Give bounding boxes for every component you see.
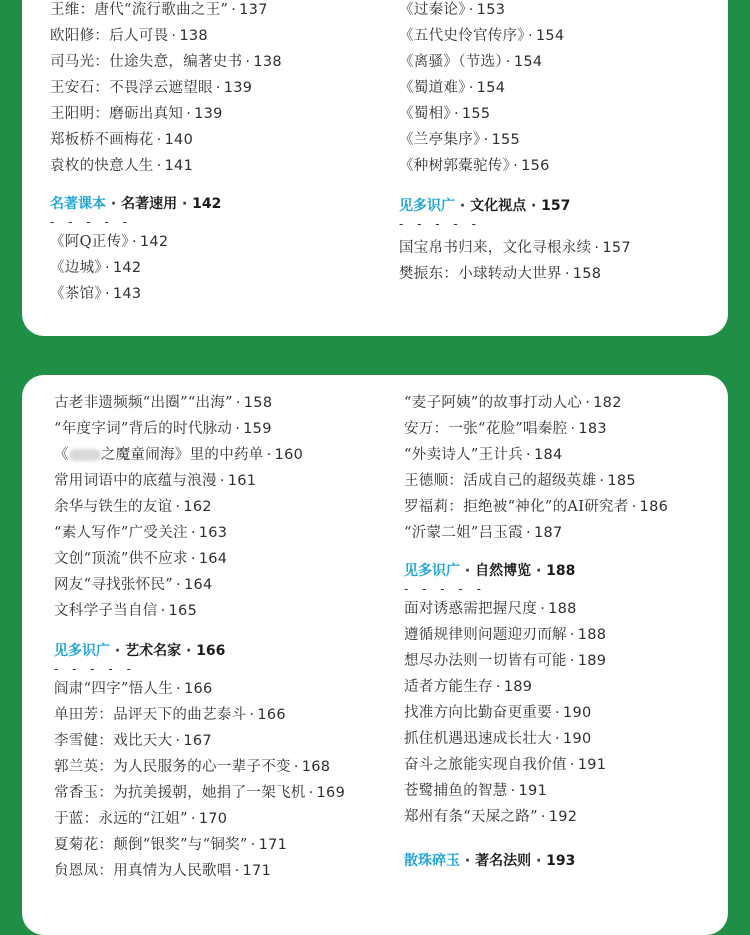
separator: · [495,679,501,695]
entry-title: 《茶馆》 [50,286,102,302]
section-header [54,640,345,662]
entry-title: 苍鹭捕鱼的智慧 [404,783,508,799]
entry-title: 国宝帛书归来，文化寻根永续 [399,240,592,256]
toc-entry [54,520,345,546]
separator: · [245,54,251,70]
redacted-text [69,449,101,461]
entry-title: 王阳明：磨砺出真知 [50,106,184,122]
separator: · [266,447,272,463]
toc-entry [50,153,282,179]
entry-page-number: 139 [223,80,253,96]
section-tag: 名著课本 [50,196,106,212]
entry-title: 王维：唐代“流行歌曲之王” [50,2,229,18]
entry-title: 文创“顶流”供不应求 [54,551,188,567]
entry-page-number: 142 [112,260,142,276]
separator: · [540,809,546,825]
separator: · [464,563,471,579]
entry-page-number: 154 [513,54,543,70]
entry-title: 王德顺：活成自己的超级英雄 [404,473,597,489]
separator: · [185,643,192,659]
entry-page-number: 140 [164,132,194,148]
separator: · [156,132,162,148]
toc-entry [399,153,631,179]
entry-page-number: 189 [503,679,533,695]
separator: · [530,198,537,214]
entry-page-number: 191 [577,757,607,773]
entry-title: 面对诱惑需把握尺度 [404,601,538,617]
separator: · [505,54,511,70]
separator: · [459,198,466,214]
toc-entry [54,494,345,520]
entry-page-number: 167 [183,733,212,749]
entry-page-number: 158 [243,395,273,411]
entry-title: 阎肃“四字”悟人生 [54,681,174,697]
separator: · [250,837,256,853]
entry-title: 夏菊花：颠倒“银奖”与“铜奖” [54,837,248,853]
section-page: 193 [546,853,576,869]
entry-title: 适者方能生存 [404,679,493,695]
entry-title: 于蓝：永远的“江姐” [54,811,188,827]
toc-entry [54,728,345,754]
entry-title: 王安石：不畏浮云遮望眼 [50,80,213,96]
separator: · [104,286,110,302]
entry-title: 古老非遗频频“出圈”“出海” [54,395,233,411]
separator: · [594,240,600,256]
toc-entry [404,804,668,830]
entry-title: 欧阳修：后人可畏 [50,28,169,44]
section-page: 166 [196,643,226,659]
section-title: 名著速用 [121,196,178,212]
entry-title: 《过秦论》 [399,2,466,18]
entry-title: 单田芳：品评天下的曲艺泰斗 [54,707,247,723]
section-tag: 散珠碎玉 [404,853,460,869]
separator: · [234,863,240,879]
toc-entry [54,806,345,832]
separator: · [535,563,542,579]
entry-page-number: 153 [476,2,506,18]
toc-entry [54,390,345,416]
separator: · [104,260,110,276]
toc-entry [399,23,631,49]
toc-entry [50,101,282,127]
entry-page-number: 137 [239,2,268,18]
entry-title: “外卖诗人”王计兵 [404,447,524,463]
toc-card-top [22,0,728,336]
separator: · [181,196,188,212]
toc-entry [404,494,668,520]
toc-column-left [54,390,345,884]
entry-title: 常香玉：为抗美援朝，她捐了一架飞机 [54,785,306,801]
toc-entry [399,127,631,153]
entry-title: 文科学子当自信 [54,603,158,619]
separator: · [540,601,546,617]
separator: · [160,603,166,619]
separator: · [175,499,181,515]
toc-entry [404,778,668,804]
entry-title: 抓住机遇迅速成长壮大 [404,731,552,747]
separator: · [176,577,181,593]
toc-entry [404,468,668,494]
section-header [404,560,668,582]
entry-title: 李雪健：戏比天大 [54,733,173,749]
separator: · [585,395,591,411]
toc-entry [54,858,345,884]
entry-page-number: 170 [198,811,228,827]
toc-column-right [404,390,668,872]
toc-entry [404,390,668,416]
separator: · [483,132,489,148]
entry-page-number: 184 [533,447,563,463]
separator: · [110,196,117,212]
entry-page-number: 187 [533,525,563,541]
section-title: 艺术名家 [125,643,182,659]
toc-entry [404,648,668,674]
separator: · [190,811,196,827]
entry-page-number: 189 [577,653,607,669]
separator: · [535,853,542,869]
toc-entry [50,75,282,101]
separator: · [235,395,241,411]
entry-title: “年度字词”背后的时代脉动 [54,421,233,437]
section-header [399,195,631,217]
separator: · [570,421,576,437]
separator: · [555,731,560,747]
section-page: 142 [192,196,222,212]
toc-entry [404,596,668,622]
entry-page-number: 156 [521,158,550,174]
entry-page-number: 165 [168,603,198,619]
toc-entry [54,832,345,858]
separator: · [569,627,575,643]
toc-entry [404,520,668,546]
toc-card-bottom [22,375,728,935]
separator: · [176,681,181,697]
toc-entry [404,752,668,778]
toc-entry [54,702,345,728]
entry-page-number: 162 [183,499,212,515]
section-header [50,193,282,215]
entry-page-number: 164 [198,551,228,567]
section-divider: - - - - - [404,582,486,596]
entry-title: 《蜀道难》 [399,80,466,96]
entry-page-number: 141 [164,158,194,174]
separator: · [453,106,459,122]
entry-title-prefix: 《 [54,447,69,463]
separator: · [510,783,516,799]
entry-title: 余华与铁生的友谊 [54,499,173,515]
section-title: 著名法则 [475,853,532,869]
section-tag: 见多识广 [399,198,455,214]
toc-entry [54,780,345,806]
separator: · [190,551,196,567]
entry-title: 郭兰英：为人民服务的心一辈子不变 [54,759,291,775]
toc-entry [404,726,668,752]
separator: · [190,525,196,541]
separator: · [464,853,471,869]
toc-column-left [50,0,282,307]
entry-page-number: 188 [548,601,577,617]
entry-title: 樊振东：小球转动大世界 [399,266,562,282]
entry-page-number: 138 [179,28,208,44]
separator: · [186,106,192,122]
separator: · [599,473,605,489]
toc-entry [404,674,668,700]
section-divider: - - - - - [399,217,481,231]
separator: · [114,643,121,659]
toc-entry [50,229,282,255]
toc-entry [54,676,345,702]
entry-title: 《边城》 [50,260,102,276]
separator: · [526,525,531,541]
separator: · [215,80,221,96]
separator: · [308,785,314,801]
entry-title: 遵循规律则问题迎刃而解 [404,627,567,643]
entry-page-number: 143 [112,286,142,302]
section-tag: 见多识广 [404,563,460,579]
entry-title: 郑板桥不画梅花 [50,132,154,148]
section-title: 自然博览 [475,563,532,579]
entry-page-number: 155 [491,132,521,148]
toc-entry [404,700,668,726]
entry-title: 《阿Q正传》 [50,234,129,250]
toc-entry [404,442,668,468]
toc-entry [54,442,345,468]
entry-page-number: 188 [577,627,607,643]
entry-page-number: 138 [253,54,282,70]
entry-page-number: 171 [242,863,272,879]
entry-page-number: 154 [535,28,565,44]
toc-entry [54,546,345,572]
entry-title: 想尽办法则一切皆有可能 [404,653,567,669]
toc-entry [54,598,345,624]
toc-entry [404,622,668,648]
separator: · [564,266,570,282]
entry-page-number: 142 [139,234,169,250]
separator: · [513,158,519,174]
toc-entry [399,49,631,75]
toc-entry [399,261,631,287]
entry-page-number: 183 [578,421,607,437]
toc-entry [399,0,631,23]
entry-page-number: 169 [316,785,346,801]
toc-entry [54,754,345,780]
separator: · [293,759,299,775]
toc-entry [50,127,282,153]
entry-page-number: 139 [194,106,223,122]
entry-page-number: 158 [572,266,602,282]
toc-entry [50,49,282,75]
entry-title: 郑州有条“天屎之路” [404,809,538,825]
separator: · [171,28,177,44]
toc-entry [50,0,282,23]
entry-page-number: 186 [639,499,669,515]
toc-entry [399,75,631,101]
section-divider: - - - - - [50,215,132,229]
entry-page-number: 168 [301,759,331,775]
separator: · [231,2,237,18]
separator: · [235,421,241,437]
entry-title: 安万：一张“花脸”唱秦腔 [404,421,568,437]
entry-title: 《蜀相》 [399,106,451,122]
entry-title: 之魔童闹海》里的中药单 [100,447,264,463]
entry-page-number: 166 [257,707,286,723]
entry-title: “沂蒙二姐”吕玉霞 [404,525,524,541]
entry-page-number: 154 [476,80,506,96]
entry-page-number: 161 [227,473,257,489]
section-divider: - - - - - [54,662,136,676]
separator: · [156,158,162,174]
section-tag: 见多识广 [54,643,110,659]
separator: · [249,707,255,723]
entry-page-number: 185 [607,473,636,489]
entry-title: “素人写作”广受关注 [54,525,188,541]
toc-entry [54,468,345,494]
toc-entry [399,235,631,261]
entry-title: 罗福莉：拒绝被“神化”的AI研究者 [404,499,629,515]
separator: · [468,80,474,96]
entry-title: 找准方向比勤奋更重要 [404,705,552,721]
separator: · [468,2,474,18]
entry-page-number: 157 [602,240,631,256]
section-title: 文化视点 [470,198,527,214]
separator: · [175,733,181,749]
separator: · [569,653,575,669]
entry-page-number: 190 [562,731,592,747]
entry-title: 贠恩凤：用真情为人民歌唱 [54,863,232,879]
section-page: 157 [541,198,571,214]
toc-entry [50,281,282,307]
entry-page-number: 192 [548,809,578,825]
entry-title: 网友“寻找张怀民” [54,577,174,593]
entry-title: 司马光：仕途失意，编著史书 [50,54,243,70]
entry-page-number: 159 [243,421,272,437]
entry-page-number: 171 [258,837,288,853]
separator: · [526,447,531,463]
entry-page-number: 182 [593,395,622,411]
toc-column-right [399,0,631,287]
entry-title: 常用词语中的底蕴与浪漫 [54,473,217,489]
entry-title: 《离骚》（节选） [399,54,503,70]
entry-title: 《兰亭集序》 [399,132,481,148]
toc-entry [54,416,345,442]
entry-title: “麦子阿姨”的故事打动人心 [404,395,583,411]
toc-entry [50,255,282,281]
separator: · [219,473,225,489]
entry-page-number: 164 [183,577,213,593]
entry-title: 《五代史伶官传序》 [399,28,525,44]
entry-title: 奋斗之旅能实现自我价值 [404,757,567,773]
entry-title: 《种树郭橐驼传》 [399,158,511,174]
entry-page-number: 191 [518,783,548,799]
toc-entry [399,101,631,127]
toc-entry [50,23,282,49]
toc-entry [54,572,345,598]
entry-page-number: 190 [562,705,592,721]
entry-page-number: 160 [274,447,304,463]
entry-page-number: 166 [183,681,213,697]
section-header [404,850,668,872]
separator: · [555,705,560,721]
entry-title: 袁枚的快意人生 [50,158,154,174]
separator: · [527,28,533,44]
separator: · [569,757,575,773]
section-page: 188 [546,563,576,579]
entry-page-number: 163 [198,525,228,541]
separator: · [631,499,637,515]
entry-page-number: 155 [461,106,491,122]
separator: · [131,234,137,250]
toc-entry [404,416,668,442]
